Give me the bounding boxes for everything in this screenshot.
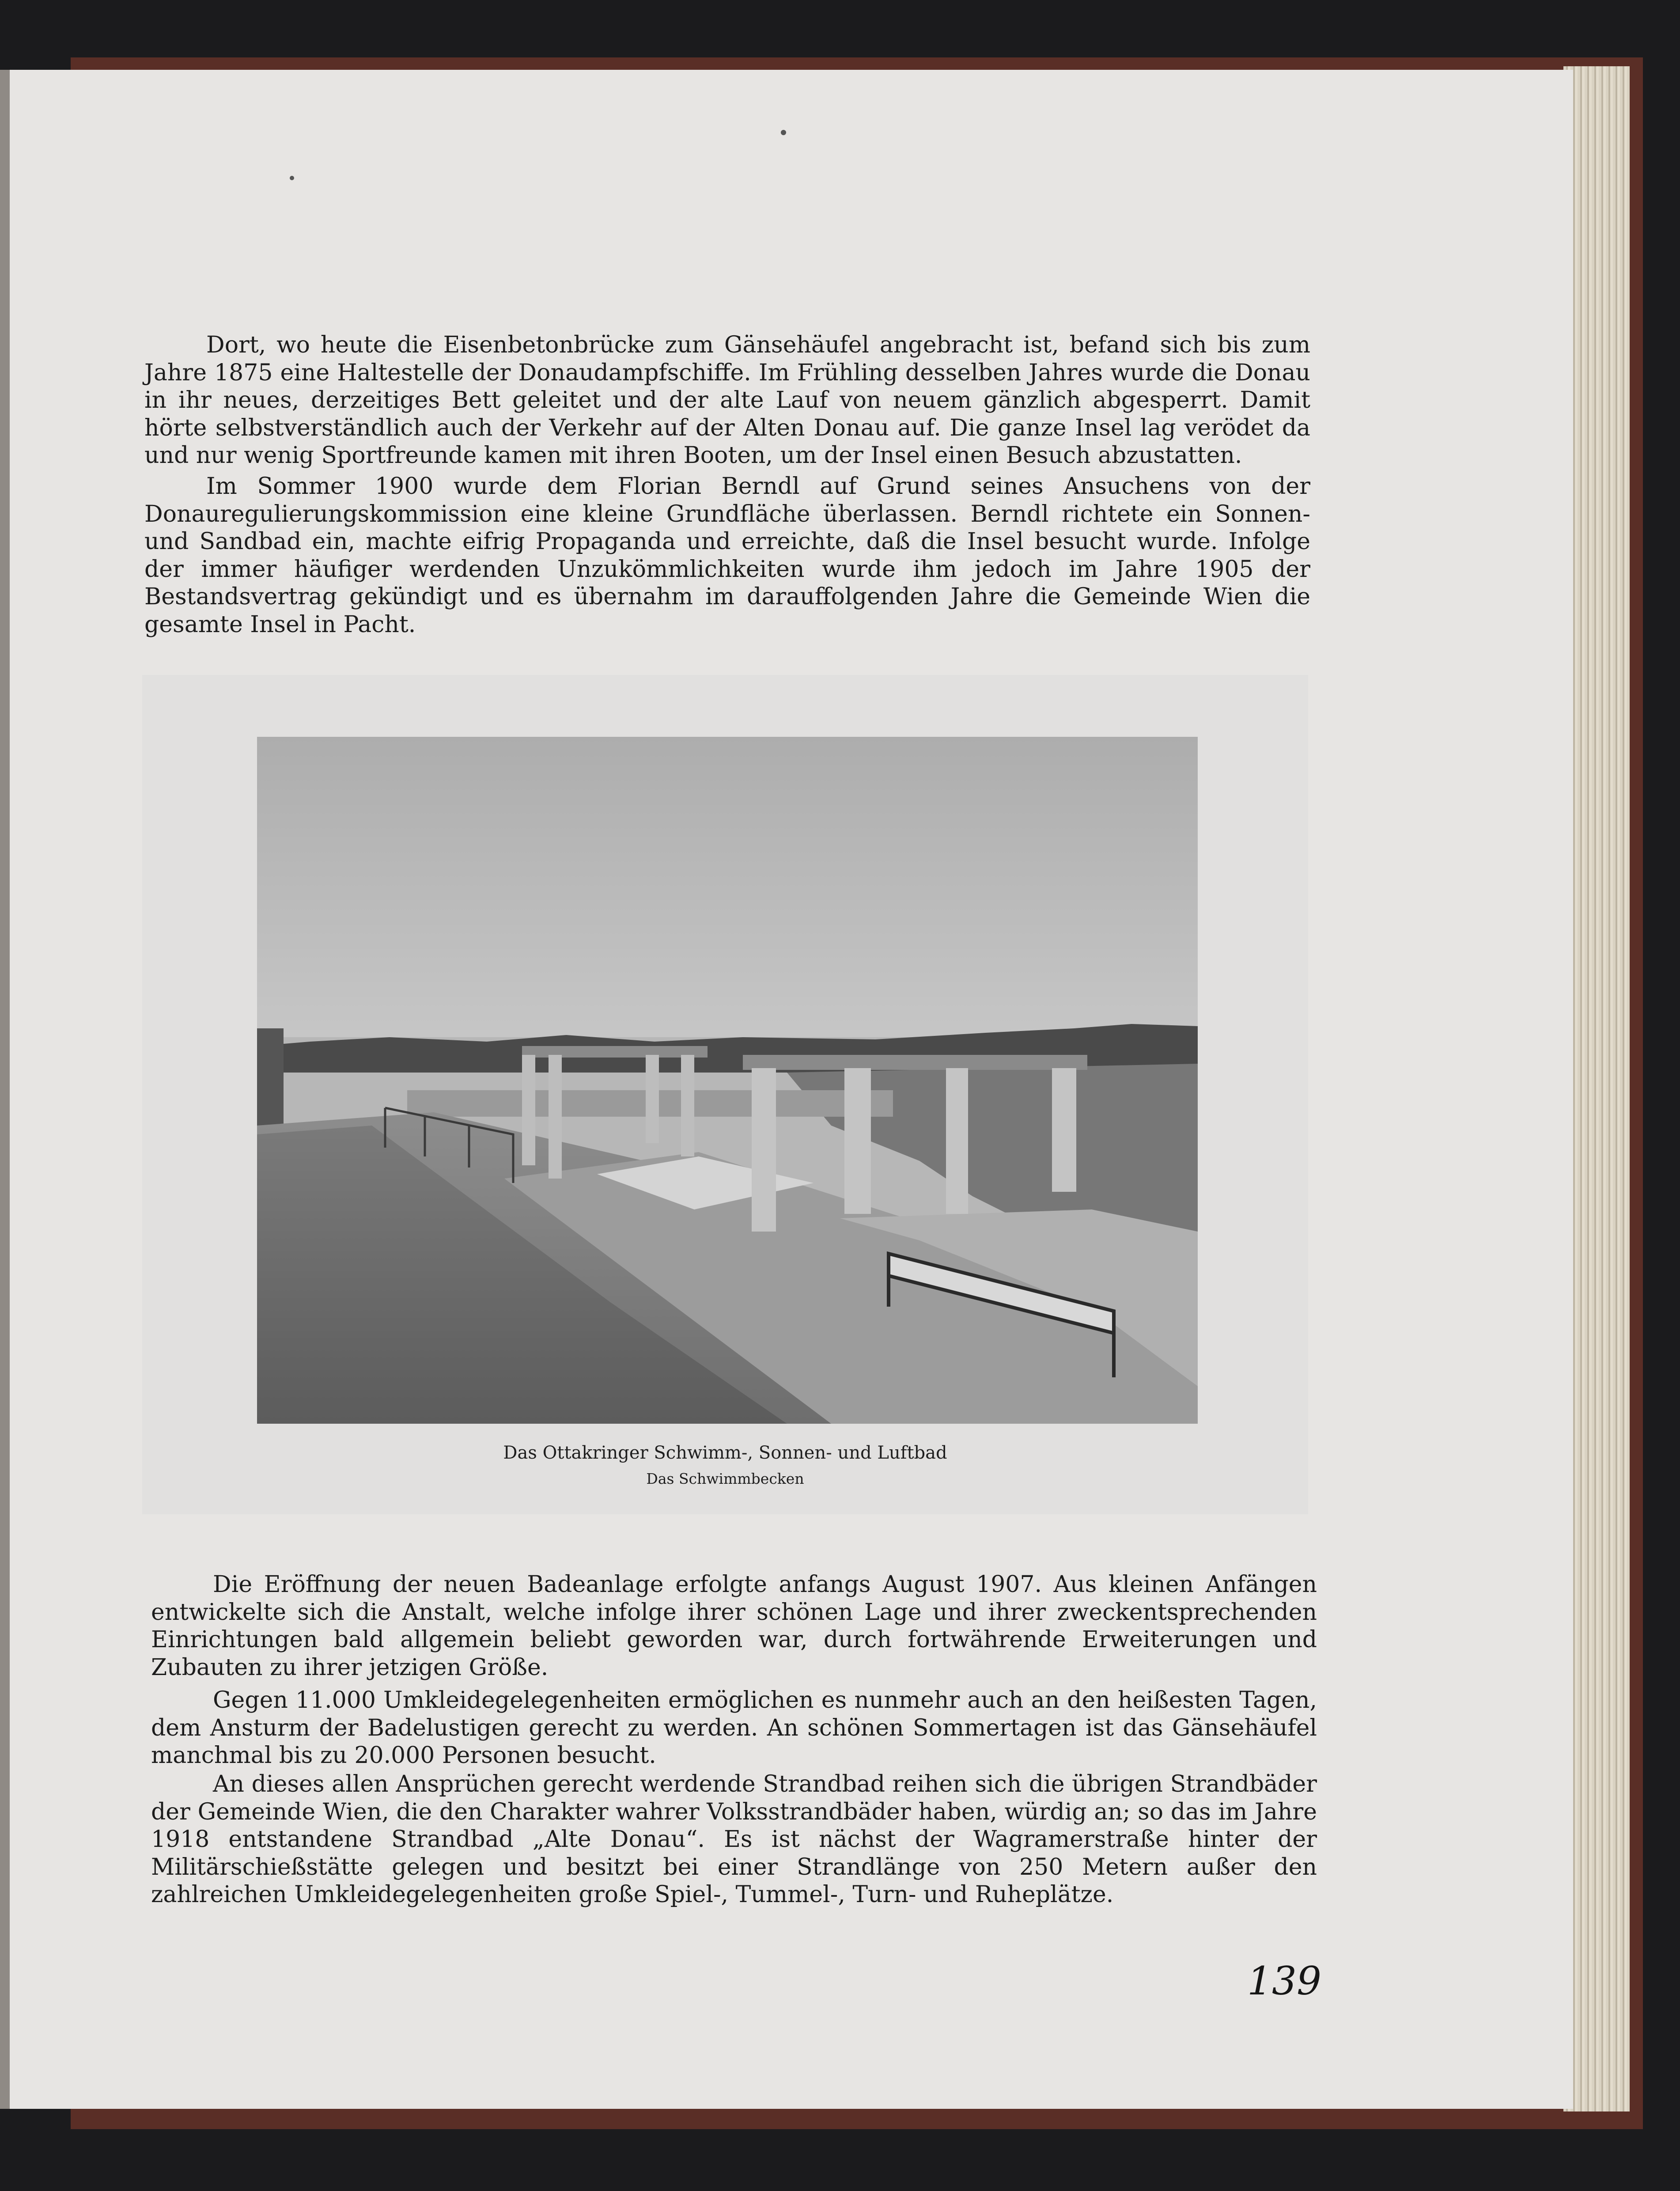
left-building [257,1028,284,1130]
page-number: 139 [1247,1958,1321,2004]
pergola-post [844,1068,871,1214]
paragraph-2: Im Sommer 1900 wurde dem Florian Berndl auf Grund seines Ansuchens von der Donauregulierungskommission eine kleine Grundfläche überlassen. Berndl richtete ein Sonnen- und Sandbad ein, machte eifrig Propaganda und erreichte, daß die Insel besucht wurde. Infolge der immer häufiger werdenden Unzukömmlichkeiten wurde ihm jedoch im Jahre 1905 der Bestandsvertrag gekündigt und es übernahm im darauffolgenden Jahre die Gemeinde Wien die gesamte Insel in Pacht. [144,473,1310,638]
pergola-post [1052,1068,1076,1192]
pergola-post [646,1055,659,1143]
paper-speck [781,130,786,135]
pergola-post [946,1068,968,1214]
figure-photograph [257,737,1198,1424]
pergola-beam-2 [743,1055,1087,1070]
page-gutter [0,70,10,2109]
paragraph-3: Die Eröffnung der neuen Badeanlage erfolgte anfangs August 1907. Aus kleinen Anfängen entwickelte sich die Anstalt, welche infolge ihrer schönen Lage und ihrer zweckentsprechenden Einrichtungen bald allgemein beliebt geworden war, durch fortwährende Erweiterungen und Zubauten zu ihrer jetzigen Größe. [151,1571,1317,1681]
pergola-post [681,1055,694,1156]
paragraph-1: Dort, wo heute die Eisenbetonbrücke zum Gänsehäufel angebracht ist, befand sich bis zum Jahre 1875 eine Haltestelle der Donaudampfschiffe. Im Frühling desselben Jahres wurde die Donau in ihr neues, derzeitiges Bett geleitet und der alte Lauf von neuem gänzlich abgesperrt. Damit hörte selbstverständlich auch der Verkehr auf der Alten Donau auf. Die ganze Insel lag verödet da und nur wenig Sportfreunde kamen mit ihren Booten, um der Insel einen Besuch abzustatten. [144,332,1310,469]
paragraph-5: An dieses allen Ansprüchen gerecht werdende Strandbad reihen sich die übrigen Strandbäder der Gemeinde Wien, die den Charakter wahrer Volksstrandbäder haben, würdig an; so das im Jahre 1918 entstandene Strandbad „Alte Donau“. Es ist nächst der Wagramerstraße hinter der Militärschießstätte gelegen und besitzt bei einer Strandlänge von 250 Metern außer den zahlreichen Umkleidegelegenheiten große Spiel-, Tummel-, Turn- und Ruheplätze. [151,1771,1317,1908]
figure-caption-subtitle: Das Schwimmbecken [646,1470,804,1487]
pergola-post [522,1055,535,1165]
book-page [10,70,1573,2109]
paragraph-4: Gegen 11.000 Umkleidegelegenheiten ermöglichen es nunmehr auch an den heißesten Tagen, dem Ansturm der Badelustigen gerecht zu werden. An schönen Sommertagen ist das Gänsehäufel manchmal bis zu 20.000 Personen besucht. [151,1687,1317,1769]
sky [257,737,1198,1037]
pergola-post [549,1055,562,1179]
paper-speck [290,176,294,180]
pergola-post [752,1068,776,1232]
page-edges [1563,66,1630,2111]
figure-caption-title: Das Ottakringer Schwimm-, Sonnen- und Luftbad [503,1443,947,1463]
